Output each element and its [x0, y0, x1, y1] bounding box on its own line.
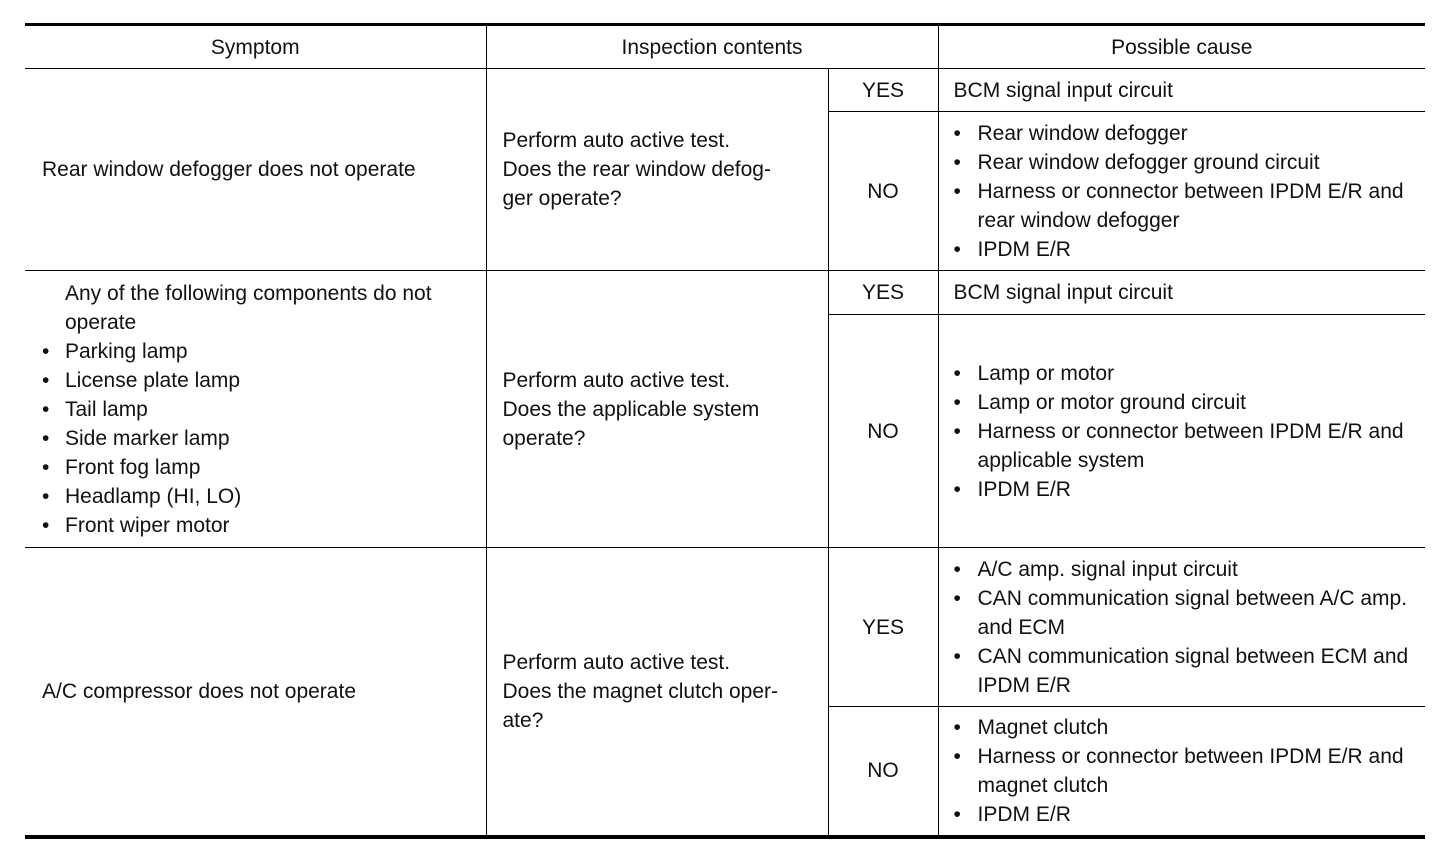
header-inspection: Inspection contents — [486, 25, 938, 69]
bullet-icon: • — [953, 557, 961, 581]
symptom-list — [42, 337, 476, 540]
yes-label: YES — [828, 69, 938, 112]
inspection-line: operate? — [502, 426, 586, 450]
bullet-icon: • — [42, 368, 50, 392]
header-symptom: Symptom — [25, 25, 486, 69]
cause-list — [954, 713, 1416, 829]
bullet-icon: • — [953, 121, 961, 145]
cause-cell — [938, 707, 1425, 837]
list-item: • CAN communication signal between ECM and IPDM E/R — [954, 642, 1416, 700]
table-row — [25, 271, 1425, 315]
bullet-icon: • — [42, 339, 50, 363]
list-item: • IPDM E/R — [954, 235, 1416, 264]
bullet-icon: • — [953, 179, 961, 203]
bullet-icon: • — [42, 513, 50, 537]
no-label: NO — [828, 315, 938, 548]
bullet-icon: • — [953, 644, 961, 668]
list-item: • License plate lamp — [42, 366, 476, 395]
bullet-icon: • — [953, 477, 961, 501]
cause-list — [954, 359, 1416, 504]
inspection-line: ate? — [502, 708, 544, 732]
list-item: • CAN communication signal between A/C amp. and ECM — [954, 584, 1416, 642]
list-item: • Front wiper motor — [42, 511, 476, 540]
bullet-icon: • — [953, 390, 961, 414]
inspection-line: Does the magnet clutch oper- — [502, 679, 778, 703]
bullet-icon: • — [953, 802, 961, 826]
bullet-icon: • — [953, 715, 961, 739]
inspection-cell — [486, 548, 828, 837]
bullet-icon: • — [42, 484, 50, 508]
yes-label: YES — [828, 271, 938, 315]
no-label: NO — [828, 112, 938, 271]
inspection-line: ger operate? — [502, 187, 622, 210]
bullet-icon: • — [42, 397, 50, 421]
list-item: • Magnet clutch — [954, 713, 1416, 742]
list-item: • IPDM E/R — [954, 800, 1416, 829]
header-row — [25, 25, 1425, 69]
list-item: • Harness or connector between IPDM E/R and rear window defogger — [954, 177, 1416, 235]
cause-list — [954, 555, 1416, 700]
list-item: • IPDM E/R — [954, 475, 1416, 504]
bullet-icon: • — [953, 150, 961, 174]
symptom-cell — [25, 271, 486, 548]
cause-cell: BCM signal input circuit — [938, 69, 1425, 112]
no-label: NO — [828, 707, 938, 837]
inspection-line: Perform auto active test. — [502, 129, 731, 152]
symptom-cell — [25, 548, 486, 837]
list-item: • Side marker lamp — [42, 424, 476, 453]
bullet-icon: • — [953, 237, 961, 261]
table-row — [25, 69, 1425, 112]
cause-cell — [938, 112, 1425, 271]
inspection-line: Perform auto active test. — [502, 650, 731, 674]
bullet-icon: • — [953, 361, 961, 385]
list-item: • Lamp or motor — [954, 359, 1416, 388]
list-item: • A/C amp. signal input circuit — [954, 555, 1416, 584]
inspection-cell — [486, 271, 828, 548]
list-item: • Front fog lamp — [42, 453, 476, 482]
symptom-text: Any of the following components do not operate — [65, 281, 432, 334]
cause-cell — [938, 315, 1425, 548]
diagnosis-table — [25, 23, 1425, 839]
bullet-icon: • — [42, 455, 50, 479]
list-item: • Harness or connector between IPDM E/R and applicable system — [954, 417, 1416, 475]
bullet-icon: • — [953, 744, 961, 768]
cause-list — [954, 119, 1416, 264]
symptom-text: Rear window defogger does not operate — [42, 158, 416, 181]
bullet-icon: • — [953, 586, 961, 610]
list-item: • Rear window defogger ground circuit — [954, 148, 1416, 177]
inspection-line: Does the rear window defog- — [502, 158, 771, 181]
list-item: • Tail lamp — [42, 395, 476, 424]
inspection-line: Perform auto active test. — [502, 368, 731, 392]
symptom-cell — [25, 69, 486, 271]
cause-cell — [938, 548, 1425, 707]
table-row — [25, 548, 1425, 707]
yes-label: YES — [828, 548, 938, 707]
bullet-icon: • — [953, 419, 961, 443]
inspection-line: Does the applicable system — [502, 397, 760, 421]
list-item: • Harness or connector between IPDM E/R and magnet clutch — [954, 742, 1416, 800]
bullet-icon: • — [42, 426, 50, 450]
cause-cell: BCM signal input circuit — [938, 271, 1425, 315]
symptom-text: A/C compressor does not operate — [42, 679, 356, 703]
list-item: • Parking lamp — [42, 337, 476, 366]
list-item: • Rear window defogger — [954, 119, 1416, 148]
list-item: • Headlamp (HI, LO) — [42, 482, 476, 511]
inspection-cell — [486, 69, 828, 271]
list-item: • Lamp or motor ground circuit — [954, 388, 1416, 417]
header-cause: Possible cause — [938, 25, 1425, 69]
